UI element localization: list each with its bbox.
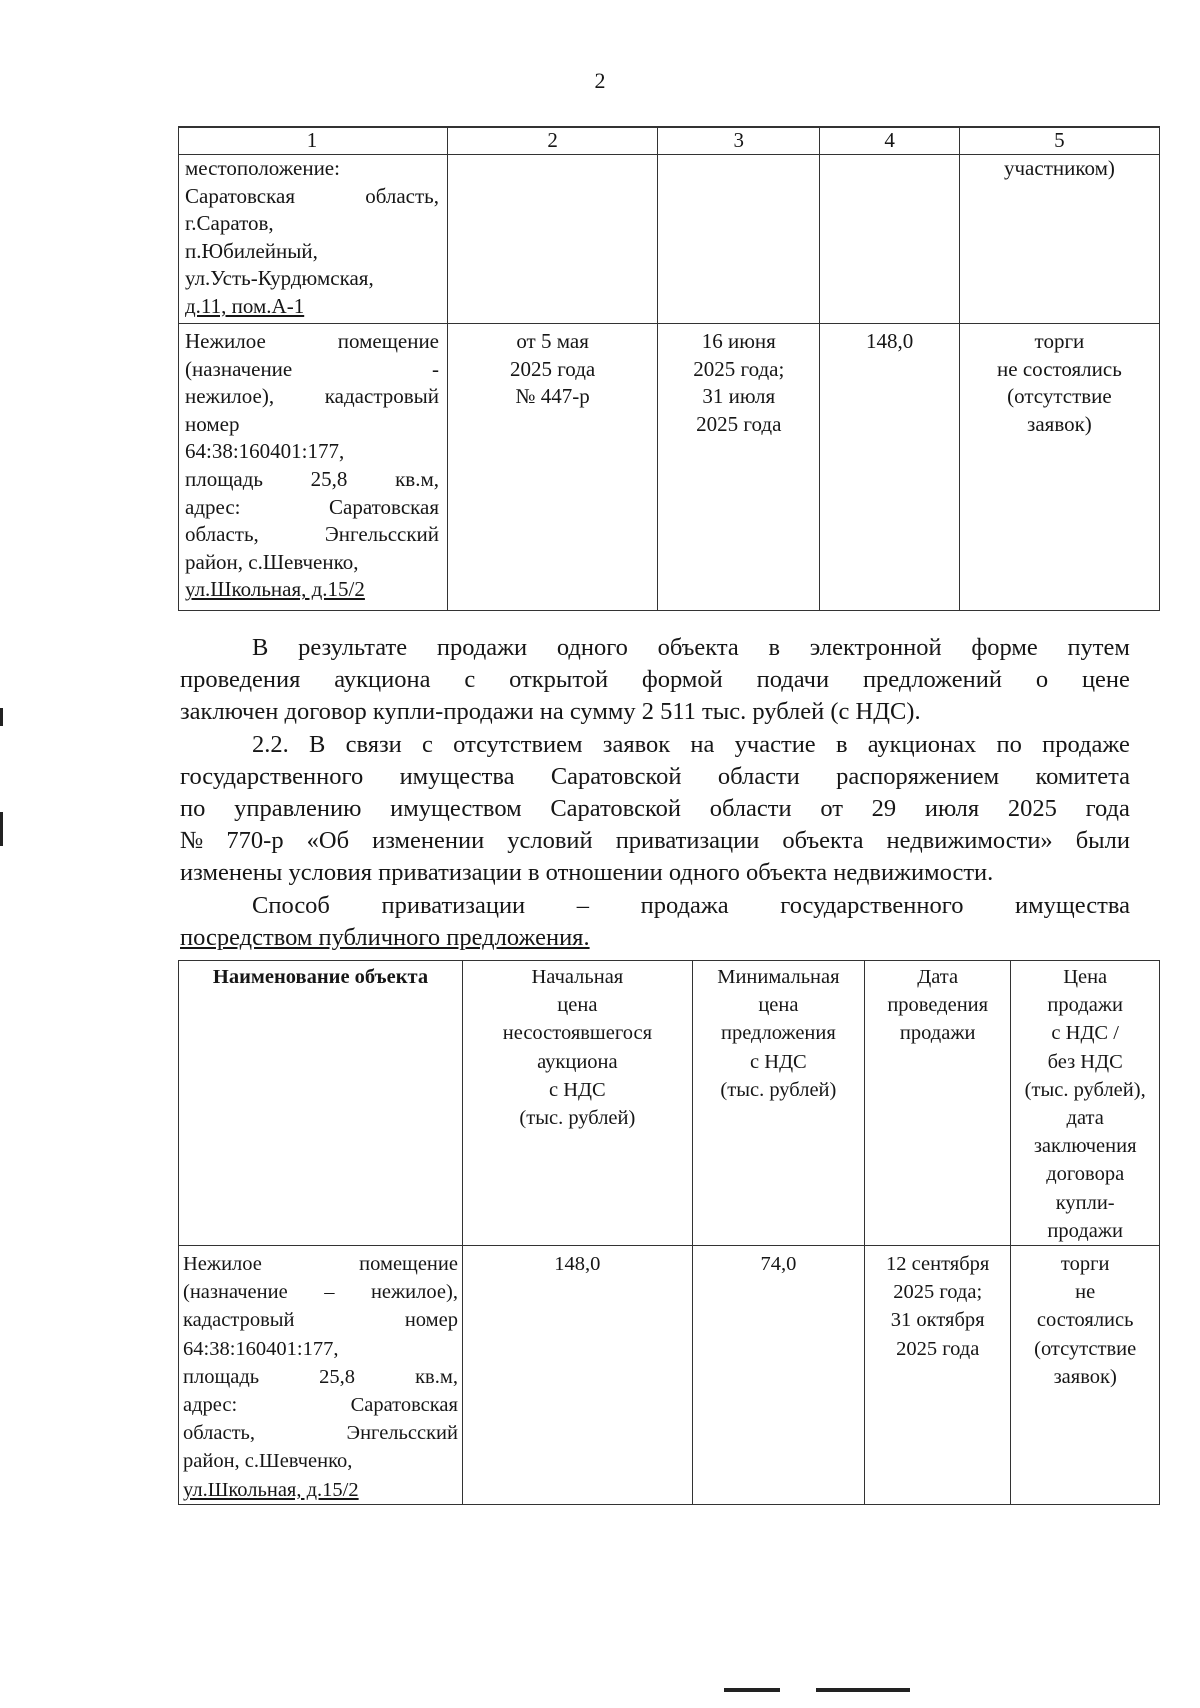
price-cell [820, 324, 959, 611]
paragraph-line: заключен договор купли-продажи на сумму 2 511 тыс. рублей (с НДС). [180, 698, 921, 725]
header-line: дата [1066, 1107, 1104, 1130]
header-line: договора [1046, 1163, 1125, 1186]
header-line: цена [758, 994, 799, 1017]
cell-line: район, с.Шевченко, [185, 549, 359, 574]
cell-line: д.11, пом.А-1 [185, 293, 305, 318]
cell-line: торги [1034, 329, 1085, 353]
cell-line: Саратовская область, [185, 183, 440, 208]
privatization-results-table [178, 126, 1160, 611]
cell-line: адрес: Саратовская [183, 1394, 458, 1417]
result-cell [959, 155, 1159, 324]
header-line: Цена [1063, 966, 1108, 988]
header-line: с НДС [549, 1078, 606, 1101]
cell-line: (отсутствие [1007, 384, 1112, 409]
header-line: продажи [1047, 994, 1123, 1017]
cell-line: Нежилое помещение [185, 329, 440, 353]
cell-line: не [1075, 1281, 1096, 1304]
column-number: 5 [959, 127, 1159, 155]
footer-mark [724, 1688, 780, 1692]
cell-line: (отсутствие [1034, 1337, 1137, 1360]
cell-line: 12 сентября [886, 1253, 990, 1276]
header-line: Начальная [531, 966, 624, 988]
cell-line: 2025 года [509, 356, 596, 381]
cell-line: площадь 25,8 кв.м, [183, 1365, 458, 1388]
table-row [179, 324, 1160, 611]
header-line: купли- [1055, 1191, 1115, 1214]
paragraph-line: Способ приватизации – продажа государственного имущества [252, 892, 1130, 919]
cell-line: 2025 года [896, 1337, 980, 1360]
cell-line: (назначение – нежилое), [183, 1281, 458, 1304]
header-line: с НДС [750, 1050, 807, 1073]
header-line: (тыс. рублей) [720, 1078, 837, 1101]
cell-line: 31 июля [702, 384, 776, 409]
header-line: Наименование объекта [212, 966, 429, 988]
column-number: 1 [179, 127, 448, 155]
cell-line: 148,0 [866, 329, 914, 353]
cell-line: Нежилое помещение [183, 1253, 458, 1276]
paragraph-line: посредством публичного предложения. [180, 924, 590, 951]
column-number: 4 [820, 127, 959, 155]
header-line: предложения [720, 1022, 836, 1045]
paragraph-line: государственного имущества Саратовской области распоряжением комитета [180, 763, 1130, 790]
cell-line: не состоялись [997, 356, 1122, 381]
cell-line: область, Энгельсский [185, 522, 440, 547]
privatization-method-paragraph [180, 890, 1130, 954]
table-header-row [179, 961, 1160, 1246]
scan-edge-mark [0, 812, 3, 846]
header-object-name [179, 961, 463, 1246]
scan-edge-mark [0, 708, 3, 726]
auction-dates-cell [658, 324, 820, 611]
table-row [179, 1246, 1160, 1505]
results-paragraph [180, 632, 1130, 728]
paragraph-line: 2.2. В связи с отсутствием заявок на участие в аукционах по продаже [252, 731, 1130, 758]
footer-mark [816, 1688, 910, 1692]
cell-line: площадь 25,8 кв.м, [185, 466, 439, 491]
header-line: продажи [1047, 1219, 1123, 1242]
paragraph-line: В результате продажи одного объекта в электронной форме путем [252, 634, 1130, 661]
cell-line: 2025 года [696, 411, 782, 436]
cell-line: 2025 года; [893, 1281, 983, 1304]
cell-line: 74,0 [760, 1253, 797, 1276]
cell-line: ул.Усть-Курдюмская, [185, 266, 374, 291]
empty-cell [448, 155, 658, 324]
table-row [179, 155, 1160, 324]
order-cell [448, 324, 658, 611]
paragraph-line: по управлению имуществом Саратовской области от 29 июля 2025 года [180, 795, 1130, 822]
cell-line: область, Энгельсский [183, 1422, 458, 1445]
header-line: продажи [899, 1022, 976, 1045]
public-offer-table [178, 960, 1160, 1505]
initial-price-cell [462, 1246, 692, 1505]
header-minimal-price [692, 961, 864, 1246]
header-sale-price [1011, 961, 1160, 1246]
header-line: заключения [1033, 1135, 1137, 1158]
cell-line: г.Саратов, [185, 211, 274, 236]
header-line: несостоявшегося [502, 1022, 652, 1045]
cell-line: от 5 мая [516, 329, 589, 353]
cell-line: 64:38:160401:177, [183, 1337, 339, 1360]
object-description-cell [179, 155, 448, 324]
cell-line: район, с.Шевченко, [183, 1450, 353, 1473]
cell-line: заявок) [1027, 411, 1092, 436]
paragraph-line: проведения аукциона с открытой формой подачи предложений о цене [180, 666, 1130, 693]
result-cell [959, 324, 1159, 611]
paragraph-line: изменены условия приватизации в отношении одного объекта недвижимости. [180, 859, 994, 886]
header-sale-date [865, 961, 1011, 1246]
cell-line: 31 октября [890, 1309, 985, 1332]
header-line: (тыс. рублей) [519, 1107, 636, 1130]
object-description-cell [179, 1246, 463, 1505]
cell-line: кадастровый номер [183, 1309, 458, 1332]
cell-line: местоположение: [185, 156, 340, 180]
header-line: без НДС [1047, 1050, 1123, 1073]
paragraph-line: № 770-р «Об изменении условий приватизации объекта недвижимости» были [180, 827, 1130, 854]
cell-line: участником) [1003, 156, 1115, 180]
column-number: 2 [448, 127, 658, 155]
page-number: 2 [594, 68, 606, 93]
cell-line: ул.Школьная, д.15/2 [183, 1478, 359, 1501]
empty-cell [658, 155, 820, 324]
empty-cell [820, 155, 959, 324]
header-line: цена [557, 994, 598, 1017]
sale-result-cell [1011, 1246, 1160, 1505]
cell-line: п.Юбилейный, [185, 238, 318, 263]
cell-line: состоялись [1036, 1309, 1134, 1332]
minimal-price-cell [692, 1246, 864, 1505]
cell-line: 16 июня [701, 329, 776, 353]
object-description-cell [179, 324, 448, 611]
cell-line: № 447-р [515, 384, 590, 409]
cell-line: адрес: Саратовская [185, 494, 440, 519]
cell-line: 64:38:160401:177, [185, 439, 345, 464]
cell-line: номер [185, 411, 240, 436]
header-line: (тыс. рублей), [1024, 1078, 1146, 1101]
column-number: 3 [658, 127, 820, 155]
table-header-row [179, 127, 1160, 155]
header-line: проведения [887, 994, 989, 1017]
header-line: Минимальная [717, 966, 840, 988]
header-line: аукциона [537, 1050, 618, 1073]
header-line: с НДС / [1051, 1022, 1119, 1045]
cell-line: заявок) [1053, 1365, 1117, 1388]
cell-line: ул.Школьная, д.15/2 [185, 577, 365, 602]
cell-line: 2025 года; [693, 356, 785, 381]
cell-line: 148,0 [554, 1253, 601, 1276]
sale-dates-cell [865, 1246, 1011, 1505]
header-initial-price [462, 961, 692, 1246]
cell-line: (назначение - [185, 356, 440, 381]
section-2-2-paragraph [180, 729, 1130, 889]
cell-line: нежилое), кадастровый [185, 384, 440, 409]
header-line: Дата [917, 966, 959, 988]
cell-line: торги [1060, 1253, 1110, 1276]
